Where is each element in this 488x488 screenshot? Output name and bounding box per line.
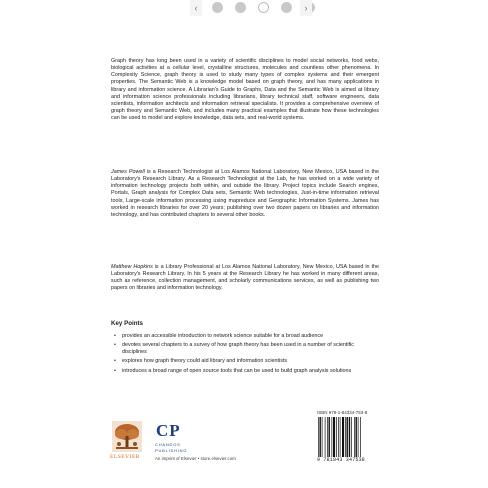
key-point-item: • provides an accessible introduction to network science suitable for a broad audience bbox=[114, 333, 364, 340]
chandos-name: CHANDOS bbox=[155, 442, 181, 447]
key-points-heading: Key Points bbox=[111, 320, 143, 327]
elsevier-tree-logo-icon bbox=[112, 421, 142, 452]
key-points-list bbox=[114, 333, 364, 377]
author-2-bio-paragraph bbox=[111, 264, 379, 293]
author-2-bio: is a Library Professional at Los Alamos National Laboratory, New Mexico, USA based in the Laboratory's Research Library. In his 5 years at the Research Library he has worked in many different areas, such as reference, collection management, and scholarly communications services, as well as publishing two papers on libraries and information technology. bbox=[111, 264, 379, 292]
author-1-bio: is a Research Technologist at Los Alamos National Laboratory, New Mexico, USA based in the Laboratory's Research Library. As a Research Technologist at the Lab, he has worked on a wide variety of information technology projects both within, and outside the library. Project topics include Search engines, Portals, Graph analysis for Complex Data sets, Semantic Web technologies, Just-in-time information retrieval tools, Large-scale information processing using mapreduce and Geographic Information Systems. James has worked in research libraries for over 20 years; publishing over two dozen papers on libraries and information technology, and has contributed chapters to several other books. bbox=[111, 169, 379, 218]
chevron-left-icon: ‹ bbox=[194, 3, 198, 13]
gallery-next-button[interactable] bbox=[300, 0, 312, 16]
gallery-prev-button[interactable] bbox=[190, 0, 202, 16]
author-2-name: Matthew Hopkins bbox=[111, 264, 153, 270]
key-point-item: • explores how graph theory could aid library and information scientists bbox=[114, 358, 364, 365]
elsevier-logo-text: ELSEVIER bbox=[110, 454, 140, 460]
gallery-dot-1[interactable] bbox=[212, 2, 223, 13]
chandos-logo: CP bbox=[156, 421, 181, 440]
chandos-publishing: PUBLISHING bbox=[155, 448, 188, 453]
gallery-dot-3-active[interactable] bbox=[258, 2, 269, 13]
author-1-bio-paragraph bbox=[111, 169, 379, 219]
gallery-dot-4[interactable] bbox=[281, 2, 292, 13]
chevron-right-icon: › bbox=[304, 3, 308, 13]
key-point-item: • devotes several chapters to a survey of how graph theory has been used in a number of scientific disciplines bbox=[114, 342, 364, 356]
barcode-icon bbox=[317, 417, 379, 457]
isbn-label: ISBN 978-1-84334-753-8 bbox=[317, 410, 368, 415]
imprint-line: An imprint of Elsevier • store.elsevier.com bbox=[155, 456, 236, 461]
key-point-item: • introduces a broad range of open source tools that can be used to build graph analysis solutions bbox=[114, 368, 364, 375]
description-paragraph: Graph theory has long been used in a variety of scientific disciplines to model social networks, food webs, biological activities at a cellular level, crystalline structures, molecules and countless other phenomena. In Complexity Science, graph theory is used to study many types of complex systems and their emergent properties. The Semantic Web is a knowledge model based on graph theory, and has many applications in library and information science. A Librarian's Guide to Graphs, Data and the Semantic Web is aimed at library and information science professionals including librarians, library technical staff, software engineers, data scientists, information architects and information retrieval specialists. It provides a comprehensive overview of graph theory and Semantic Web, and includes many practical examples that illustrate how these technologies can be used to model and explore knowledge, data sets, and real-world systems. bbox=[111, 58, 379, 122]
author-1-name: James Powell bbox=[111, 169, 145, 175]
gallery-dot-2[interactable] bbox=[235, 2, 246, 13]
barcode-digits: 9 781843 347538 bbox=[317, 457, 366, 463]
